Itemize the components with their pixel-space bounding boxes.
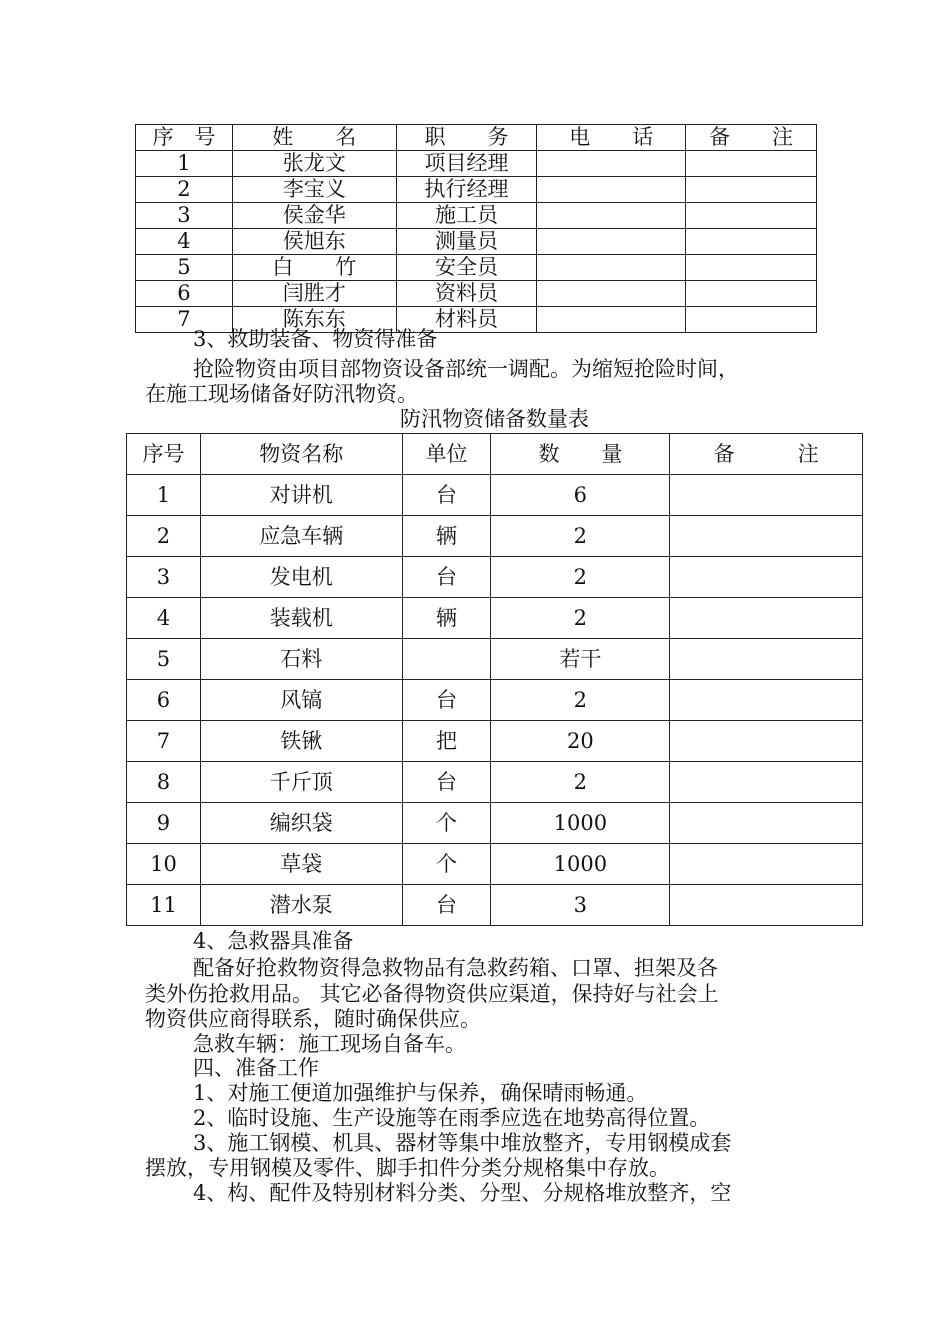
material-table-row [127,803,863,844]
material-table-row-cell-col2: 潜水泵 [200,885,402,926]
material-table-row-cell-index: 6 [127,680,201,721]
staff-table-row-cell-col2: 白 竹 [232,255,396,281]
material-table-row-cell-col4: 3 [491,885,670,926]
staff-table-row-cell-col3: 安全员 [396,255,537,281]
staff-table-header-cell-index: 序 号 [136,125,233,151]
material-table-row-cell-index: 11 [127,885,201,926]
material-table-row-cell-col4: 2 [491,598,670,639]
staff-table-row-cell-col4 [537,151,686,177]
material-table-row-cell-col4: 2 [491,516,670,557]
staff-table-row [136,177,817,203]
material-table [126,433,863,926]
material-table-row-cell-col3: 个 [402,803,491,844]
material-table-row [127,516,863,557]
staff-table-row-cell-col4 [537,255,686,281]
material-table-row-cell-col2: 草袋 [200,844,402,885]
staff-table-row-cell-col2: 张龙文 [232,151,396,177]
staff-table-row-cell-index: 5 [136,255,233,281]
material-table-row-cell-index: 3 [127,557,201,598]
staff-table-row-cell-col5 [686,255,817,281]
staff-table-row-cell-col3: 材料员 [396,307,537,333]
material-table-row-cell-col5 [670,721,863,762]
material-table-row-cell-col3: 辆 [402,516,491,557]
staff-table-row-cell-col4 [537,307,686,333]
material-table-row-cell-col3: 台 [402,475,491,516]
material-table-row-cell-col5 [670,639,863,680]
material-table-row-cell-col2: 石料 [200,639,402,680]
staff-table-row [136,203,817,229]
staff-table-row-cell-index: 6 [136,281,233,307]
staff-table-row-cell-col2: 侯旭东 [232,229,396,255]
material-table-row-cell-index: 2 [127,516,201,557]
staff-table-row [136,229,817,255]
staff-table-row-cell-index: 2 [136,177,233,203]
material-table-row-cell-col3: 台 [402,680,491,721]
material-table-row-cell-col3: 台 [402,885,491,926]
staff-table-row-cell-index: 1 [136,151,233,177]
material-table-row-cell-index: 1 [127,475,201,516]
material-table-row-cell-index: 4 [127,598,201,639]
staff-table-row-cell-col5 [686,307,817,333]
staff-table-row-cell-col2: 侯金华 [232,203,396,229]
section3-paragraph-line1: 抢险物资由项目部物资设备部统一调配。为缩短抢险时间， [193,357,739,381]
staff-table-row-cell-col5 [686,151,817,177]
material-table-header-cell-index: 序号 [127,434,201,475]
material-table-body [127,434,863,926]
material-table-row-cell-col4: 6 [491,475,670,516]
staff-table-row-cell-col5 [686,281,817,307]
material-table-row [127,557,863,598]
preparation-item4-line1: 4、构、配件及特别材料分类、分型、分规格堆放整齐，空 [193,1181,732,1205]
staff-table-header-cell-col2: 姓 名 [232,125,396,151]
material-table-header-cell-col3: 单位 [402,434,491,475]
staff-table-row-cell-col5 [686,229,817,255]
material-table-row-cell-col3: 台 [402,762,491,803]
staff-table-row-cell-col4 [537,177,686,203]
staff-table-row-cell-col4 [537,203,686,229]
material-table-row-cell-index: 9 [127,803,201,844]
preparation-item2: 2、临时设施、生产设施等在雨季应选在地势高得位置。 [193,1106,711,1130]
material-table-row-cell-col4: 2 [491,557,670,598]
material-table-row-cell-col2: 铁锹 [200,721,402,762]
staff-table-row-cell-index: 7 [136,307,233,333]
material-table-caption: 防汛物资储备数量表 [400,407,589,431]
material-table-row-cell-col2: 对讲机 [200,475,402,516]
material-table-row-cell-col5 [670,557,863,598]
material-table-row-cell-index: 5 [127,639,201,680]
staff-table-row-cell-col3: 施工员 [396,203,537,229]
material-table-row [127,721,863,762]
material-table-row-cell-index: 10 [127,844,201,885]
material-table-row [127,475,863,516]
material-table-row-cell-col5 [670,885,863,926]
material-table-row [127,885,863,926]
material-table-row-cell-col5 [670,516,863,557]
staff-table-row-cell-col2: 陈东东 [232,307,396,333]
staff-table [135,124,817,333]
staff-table-row-cell-col2: 李宝义 [232,177,396,203]
material-table-row-cell-col5 [670,803,863,844]
preparation-item1: 1、对施工便道加强维护与保养，确保晴雨畅通。 [193,1081,648,1105]
material-table-row-cell-col2: 编织袋 [200,803,402,844]
material-table-row-cell-col4: 20 [491,721,670,762]
material-table-header-cell-col2: 物资名称 [200,434,402,475]
staff-table-header-cell-col5: 备 注 [686,125,817,151]
staff-table-row-cell-col2: 闫胜才 [232,281,396,307]
material-table-row-cell-col5 [670,844,863,885]
section4-paragraph-line1: 配备好抢救物资得急救物品有急救药箱、口罩、担架及各 [193,956,718,980]
material-table-row-cell-col4: 1000 [491,803,670,844]
staff-table-row-cell-col3: 测量员 [396,229,537,255]
material-table-row-cell-col4: 若干 [491,639,670,680]
section4-paragraph-line3: 物资供应商得联系，随时确保供应。 [145,1007,481,1031]
material-table-row-cell-col3: 把 [402,721,491,762]
section3-heading: 3、救助装备、物资得准备 [193,327,438,351]
staff-table-header [136,125,817,151]
staff-table-row [136,255,817,281]
material-table-header-cell-col5: 备 注 [670,434,863,475]
material-table-row [127,598,863,639]
section3-paragraph-line2: 在施工现场储备好防汛物资。 [145,382,418,406]
staff-table-row-cell-col4 [537,229,686,255]
staff-table-row-cell-index: 3 [136,203,233,229]
material-table-row-cell-col5 [670,598,863,639]
material-table-row-cell-col2: 应急车辆 [200,516,402,557]
material-table-row-cell-col3 [402,639,491,680]
material-table-row [127,639,863,680]
staff-table-row-cell-col3: 项目经理 [396,151,537,177]
material-table-header-cell-col4: 数 量 [491,434,670,475]
material-table-row-cell-col2: 发电机 [200,557,402,598]
staff-table-row-cell-col3: 资料员 [396,281,537,307]
material-table-row-cell-index: 7 [127,721,201,762]
staff-table-header-cell-col3: 职 务 [396,125,537,151]
emergency-vehicle-text: 急救车辆：施工现场自备车。 [193,1032,466,1056]
material-table-row-cell-col5 [670,680,863,721]
material-table-row [127,680,863,721]
section4-heading: 4、急救器具准备 [193,929,354,953]
preparation-heading: 四、准备工作 [193,1056,319,1080]
preparation-item3-line1: 3、施工钢模、机具、器材等集中堆放整齐，专用钢模成套 [193,1131,732,1155]
material-table-row-cell-col3: 个 [402,844,491,885]
section4-paragraph-line2: 类外伤抢救用品。 其它必备得物资供应渠道，保持好与社会上 [145,982,719,1006]
material-table-row-cell-col2: 装载机 [200,598,402,639]
material-table-row-cell-col5 [670,762,863,803]
material-table-row-cell-col3: 台 [402,557,491,598]
material-table-row-cell-col5 [670,475,863,516]
material-table-header [127,434,863,475]
material-table-row-cell-col4: 1000 [491,844,670,885]
material-table-row [127,844,863,885]
staff-table-row-cell-col5 [686,203,817,229]
material-table-row [127,762,863,803]
staff-table-row-cell-index: 4 [136,229,233,255]
staff-table-body [136,125,817,333]
material-table-row-cell-col4: 2 [491,762,670,803]
preparation-item3-line2: 摆放，专用钢模及零件、脚手扣件分类分规格集中存放。 [145,1156,670,1180]
material-table-row-cell-col4: 2 [491,680,670,721]
material-table-row-cell-col2: 风镐 [200,680,402,721]
staff-table-row [136,151,817,177]
staff-table-row-cell-col4 [537,281,686,307]
material-table-row-cell-col2: 千斤顶 [200,762,402,803]
staff-table-row [136,281,817,307]
material-table-row-cell-col3: 辆 [402,598,491,639]
staff-table-header-cell-col4: 电 话 [537,125,686,151]
material-table-row-cell-index: 8 [127,762,201,803]
staff-table-row-cell-col3: 执行经理 [396,177,537,203]
staff-table-row-cell-col5 [686,177,817,203]
